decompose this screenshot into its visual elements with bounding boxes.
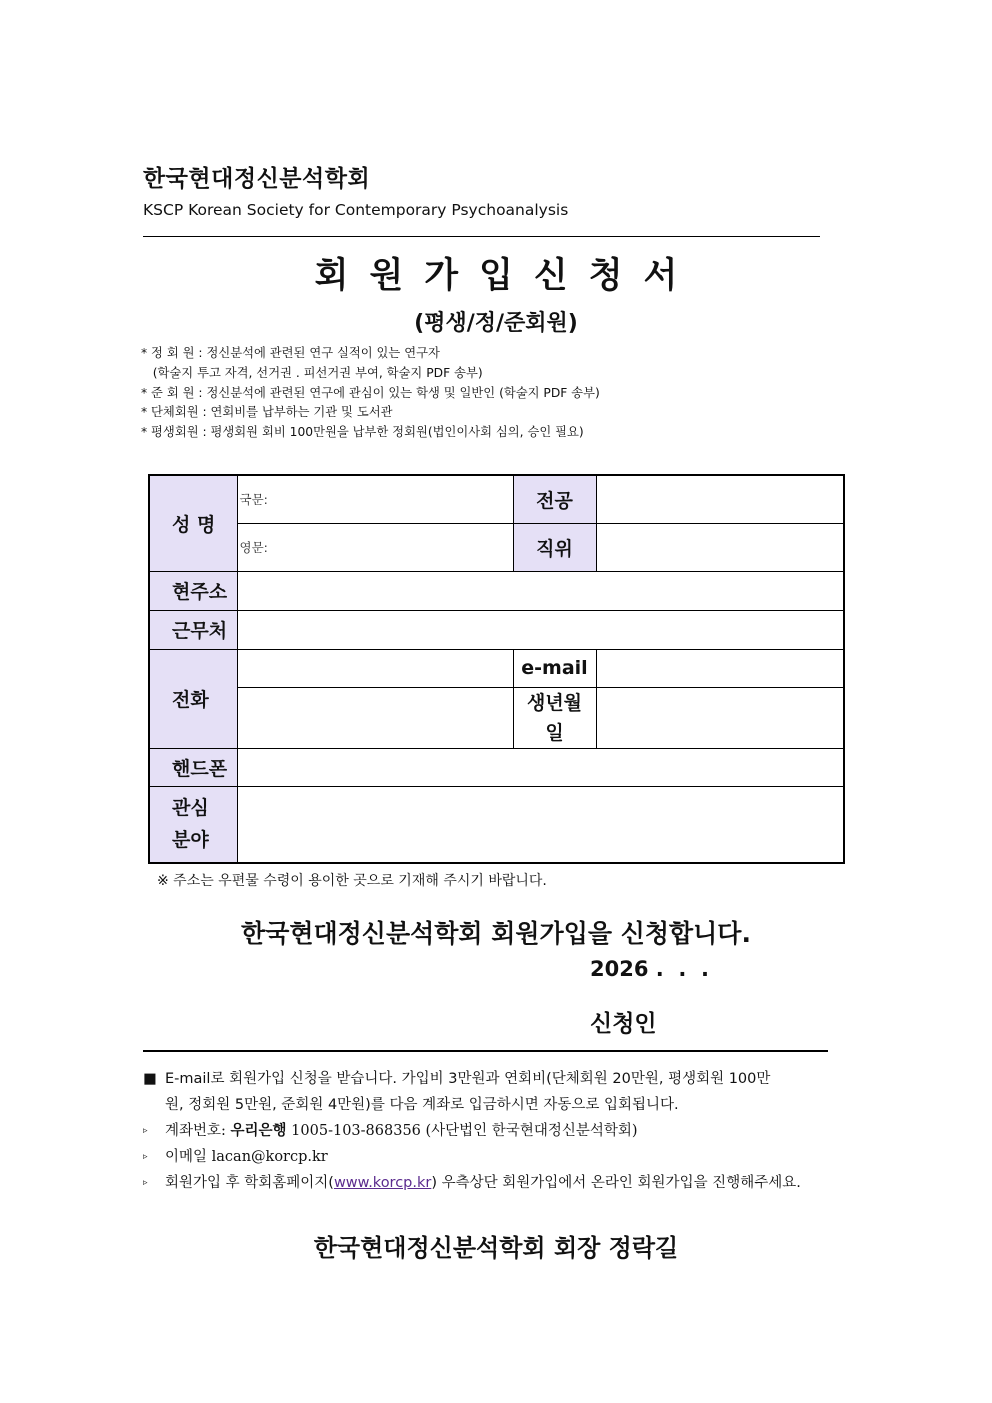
interest-label-line-1: 관심 <box>172 797 209 820</box>
note-line: * 평생회원 : 평생회원 회비 100만원을 납부한 정회원(법인이사회 심의, 승인 필요) <box>141 425 584 440</box>
page-subtitle: (평생/정/준회원) <box>414 311 578 336</box>
email-field[interactable] <box>596 649 844 687</box>
english-name-hint: 영문: <box>239 539 268 555</box>
page-title: 회원가입신청서 <box>314 256 699 296</box>
birthdate-field[interactable] <box>596 687 844 748</box>
workplace-field[interactable] <box>237 610 844 649</box>
triangle-bullet-icon: ▹ <box>143 1178 148 1188</box>
position-field[interactable] <box>596 523 844 571</box>
info-main-line-1: E-mail로 회원가입 신청을 받습니다. 가입비 3만원과 연회비(단체회원 20만원, 평생회원 100만 <box>165 1071 771 1087</box>
note-line: * 준 회 원 : 정신분석에 관련된 연구에 관심이 있는 학생 및 일반인 (학술지 PDF 송부) <box>141 385 600 400</box>
workplace-label: 근무처 <box>149 610 237 649</box>
address-footnote: ※ 주소는 우편물 수령이 용이한 곳으로 기재해 주시기 바랍니다. <box>157 873 547 889</box>
org-name: 한국현대정신분석학회 <box>143 166 371 192</box>
major-label: 전공 <box>513 475 596 523</box>
membership-notes <box>141 344 600 443</box>
header-divider <box>143 236 820 237</box>
phone-label: 전화 <box>149 649 237 748</box>
account-bank: 우리은행 <box>230 1122 287 1139</box>
interest-field[interactable] <box>237 786 844 863</box>
address-label: 현주소 <box>149 571 237 610</box>
online-prefix: 회원가입 후 학회홈페이지( <box>165 1175 334 1191</box>
name-label: 성 명 <box>149 475 237 571</box>
birthdate-label-line-1: 생년월 <box>526 691 583 714</box>
interest-label <box>149 786 237 863</box>
triangle-bullet-icon: ▹ <box>143 1126 148 1136</box>
registration-info <box>143 1066 853 1196</box>
declaration: 한국현대정신분석학회 회원가입을 신청합니다. <box>241 919 751 948</box>
address-field[interactable] <box>237 571 844 610</box>
mobile-label: 핸드폰 <box>149 748 237 786</box>
president-signature-line: 한국현대정신분석학회 회장 정락길 <box>313 1234 679 1262</box>
english-name-field[interactable] <box>237 523 513 571</box>
major-field[interactable] <box>596 475 844 523</box>
note-line: * 단체회원 : 연회비를 납부하는 기관 및 도서관 <box>141 405 393 420</box>
homepage-link[interactable]: www.korcp.kr <box>333 1175 432 1191</box>
square-bullet-icon: ■ <box>143 1071 157 1087</box>
phone-field-2[interactable] <box>237 687 513 748</box>
applicant-label: 신청인 <box>590 1011 657 1037</box>
online-info <box>165 1170 801 1196</box>
korean-name-field[interactable] <box>237 475 513 523</box>
position-label: 직위 <box>513 523 596 571</box>
mobile-field[interactable] <box>237 748 844 786</box>
account-number: 1005-103-868356 (사단법인 한국현대정신분석학회) <box>286 1123 638 1139</box>
section-divider <box>143 1050 828 1052</box>
birthdate-label <box>513 687 596 748</box>
account-info <box>165 1118 638 1144</box>
note-line: (학술지 투고 자격, 선거권 . 피선거권 부여, 학술지 PDF 송부) <box>141 365 483 380</box>
birthdate-label-line-2: 일 <box>545 721 564 744</box>
email-prefix: 이메일 <box>165 1149 212 1165</box>
application-form-table <box>148 474 845 864</box>
email-label: e-mail <box>513 649 596 687</box>
application-date: 2026 . . . <box>590 957 709 981</box>
interest-label-line-2: 분야 <box>172 829 209 852</box>
korean-name-hint: 국문: <box>239 492 268 507</box>
note-line: * 정 회 원 : 정신분석에 관련된 연구 실적이 있는 연구자 <box>141 346 440 360</box>
phone-field-1[interactable] <box>237 649 513 687</box>
online-suffix: ) 우측상단 회원가입에서 온라인 회원가입을 진행해주세요. <box>431 1175 801 1191</box>
triangle-bullet-icon: ▹ <box>143 1152 148 1162</box>
org-english-name: KSCP Korean Society for Contemporary Psychoanalysis <box>143 201 569 219</box>
info-main-line-2: 원, 정회원 5만원, 준회원 4만원)를 다음 계좌로 입금하시면 자동으로 입회됩니다. <box>165 1097 679 1113</box>
email-info <box>165 1144 328 1170</box>
contact-email: lacan@korcp.kr <box>211 1149 328 1165</box>
account-prefix: 계좌번호: <box>165 1123 231 1139</box>
